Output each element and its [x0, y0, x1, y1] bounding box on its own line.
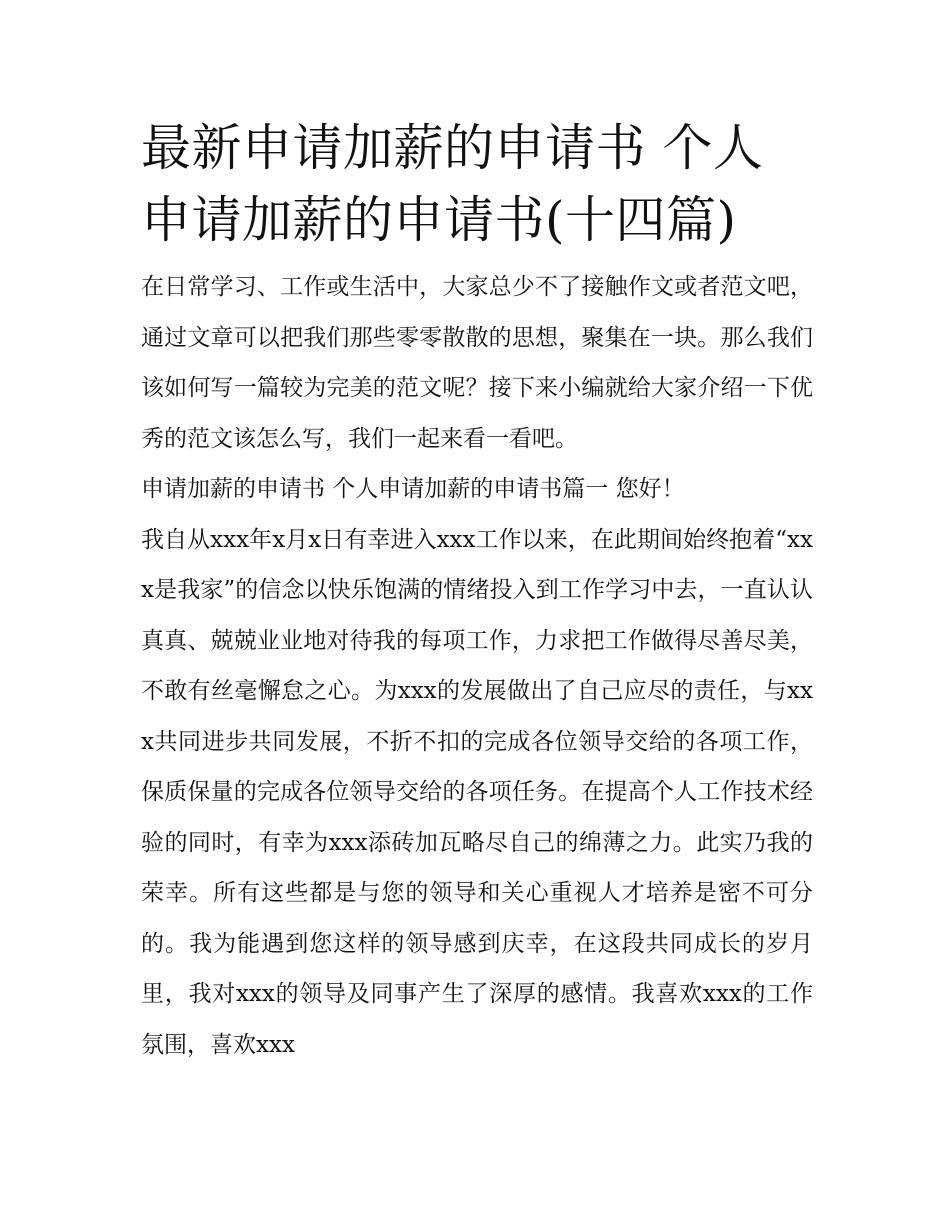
paragraph-letter-body: 我自从xxx年x月x日有幸进入xxx工作以来，在此期间始终抱着“xxx是我家”的信念以快乐饱满的情绪投入到工作学习中去，一直认认真真、兢兢业业地对待我的每项工作，力求把工作做得尽善尽美，不敢有丝毫懈怠之心。为xxx的发展做出了自己应尽的责任，与xxx共同进步共同发展，不折不扣的完成各位领导交给的各项工作，保质保量的完成各位领导交给的各项任务。在提高个人工作技术经验的同时，有幸为xxx添砖加瓦略尽自己的绵薄之力。此实乃我的荣幸。所有这些都是与您的领导和关心重视人才培养是密不可分的。我为能遇到您这样的领导感到庆幸，在这段共同成长的岁月里，我对xxx的领导及同事产生了深厚的感情。我喜欢xxx的工作氛围，喜欢xxx	[141, 526, 813, 1058]
document-title: 最新申请加薪的申请书 个人申请加薪的申请书(十四篇)	[141, 119, 764, 249]
document-page	[141, 112, 813, 1070]
paragraph-section-heading: 申请加薪的申请书 个人申请加薪的申请书篇一 您好！	[141, 476, 685, 502]
document-body	[141, 262, 813, 1070]
paragraph-intro: 在日常学习、工作或生活中，大家总少不了接触作文或者范文吧，通过文章可以把我们那些零零散散的思想，聚集在一块。那么我们该如何写一篇较为完美的范文呢？接下来小编就给大家介绍一下优秀的范文该怎么写，我们一起来看一看吧。	[141, 274, 813, 452]
